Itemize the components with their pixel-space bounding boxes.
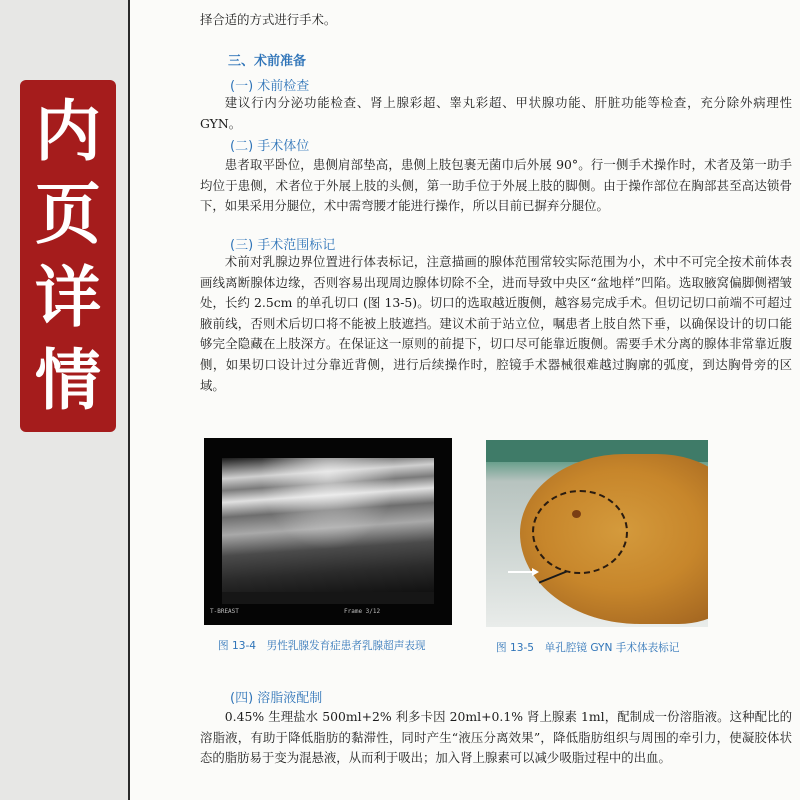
paragraph-preop-exam: 建议行内分泌功能检查、肾上腺彩超、睾丸彩超、甲状腺功能、肝脏功能等检查，充分除外病理性 GYN。: [200, 95, 792, 131]
document-page: [128, 0, 800, 800]
ultrasound-figure: [204, 438, 452, 625]
ultrasound-overlay-left: T-BREAST: [210, 608, 239, 615]
badge-char: 页: [35, 175, 101, 253]
ultrasound-overlay-right: Frame 3/12: [344, 608, 381, 615]
subheading-marking: (三) 手术范围标记: [230, 238, 336, 253]
subheading-preop-exam: (一) 术前检查: [230, 79, 310, 94]
ultrasound-scan-image: [222, 458, 434, 592]
surgical-marking-photo: [486, 440, 708, 627]
nipple-mark: [572, 510, 581, 518]
arrow-icon: [508, 571, 534, 573]
figure-caption-13-5: 图 13-5 单孔腔镜 GYN 手术体表标记: [496, 642, 680, 654]
figure-caption-13-4: 图 13-4 男性乳腺发育症患者乳腺超声表现: [218, 640, 426, 652]
paragraph-position: 患者取平卧位，患侧肩部垫高，患侧上肢包裹无菌巾后外展 90°。行一侧手术操作时，术者及第一助手均位于患侧，术者位于外展上肢的头侧，第一助手位于外展上肢的脚侧。由于操作部位在胸部甚至高达锁骨下，如果采用分腿位，术中需弯腰才能进行操作，所以目前已摒弃分腿位。: [200, 157, 792, 214]
paragraph-top: 择合适的方式进行手术。: [200, 12, 337, 27]
paragraph-lipolysis: 0.45% 生理盐水 500ml+2% 利多卡因 20ml+0.1% 肾上腺素 1ml，配制成一份溶脂液。这种配比的溶脂液，有助于降低脂肪的黏滞性，同时产生“液压分离效果”，降低脂肪组织与周围的牵引力，使凝胶体状态的脂肪易于变为混悬液，从而利于吸出；加入肾上腺素可以减少吸脂过程中的出血。: [200, 709, 792, 766]
paragraph-marking: 术前对乳腺边界位置进行体表标记，注意描画的腺体范围常较实际范围为小，术中不可完全按术前体表画线离断腺体边缘，否则容易出现周边腺体切除不全，进而导致中央区“盆地样”凹陷。选取腋窝偏脚侧褶皱处，长约 2.5cm 的单孔切口 (图 13-5)。切口的选取越近腹侧，越容易完成手术。但切记切口前端不可超过腋前线，否则术后切口将不能被上肢遮挡。建议术前于站立位，嘱患者上肢自然下垂，以确保设计的切口能够完全隐藏在上肢深方。在保证这一原则的前提下，切口尽可能靠近腹侧。需要手术分离的腺体非常靠近腹侧，如果切口设计过分靠近背侧，进行后续操作时，腔镜手术器械很难越过胸廓的弧度，到达胸骨旁的区域。: [200, 254, 792, 393]
badge-char: 情: [35, 341, 101, 419]
badge-char: 详: [35, 258, 101, 336]
gland-boundary-marking: [532, 490, 628, 574]
subheading-lipolysis: (四) 溶脂液配制: [230, 691, 323, 706]
subheading-position: (二) 手术体位: [230, 139, 310, 154]
section-heading-preop: 三、术前准备: [228, 54, 307, 69]
detail-page-badge: [20, 80, 116, 432]
badge-char: 内: [35, 92, 101, 170]
